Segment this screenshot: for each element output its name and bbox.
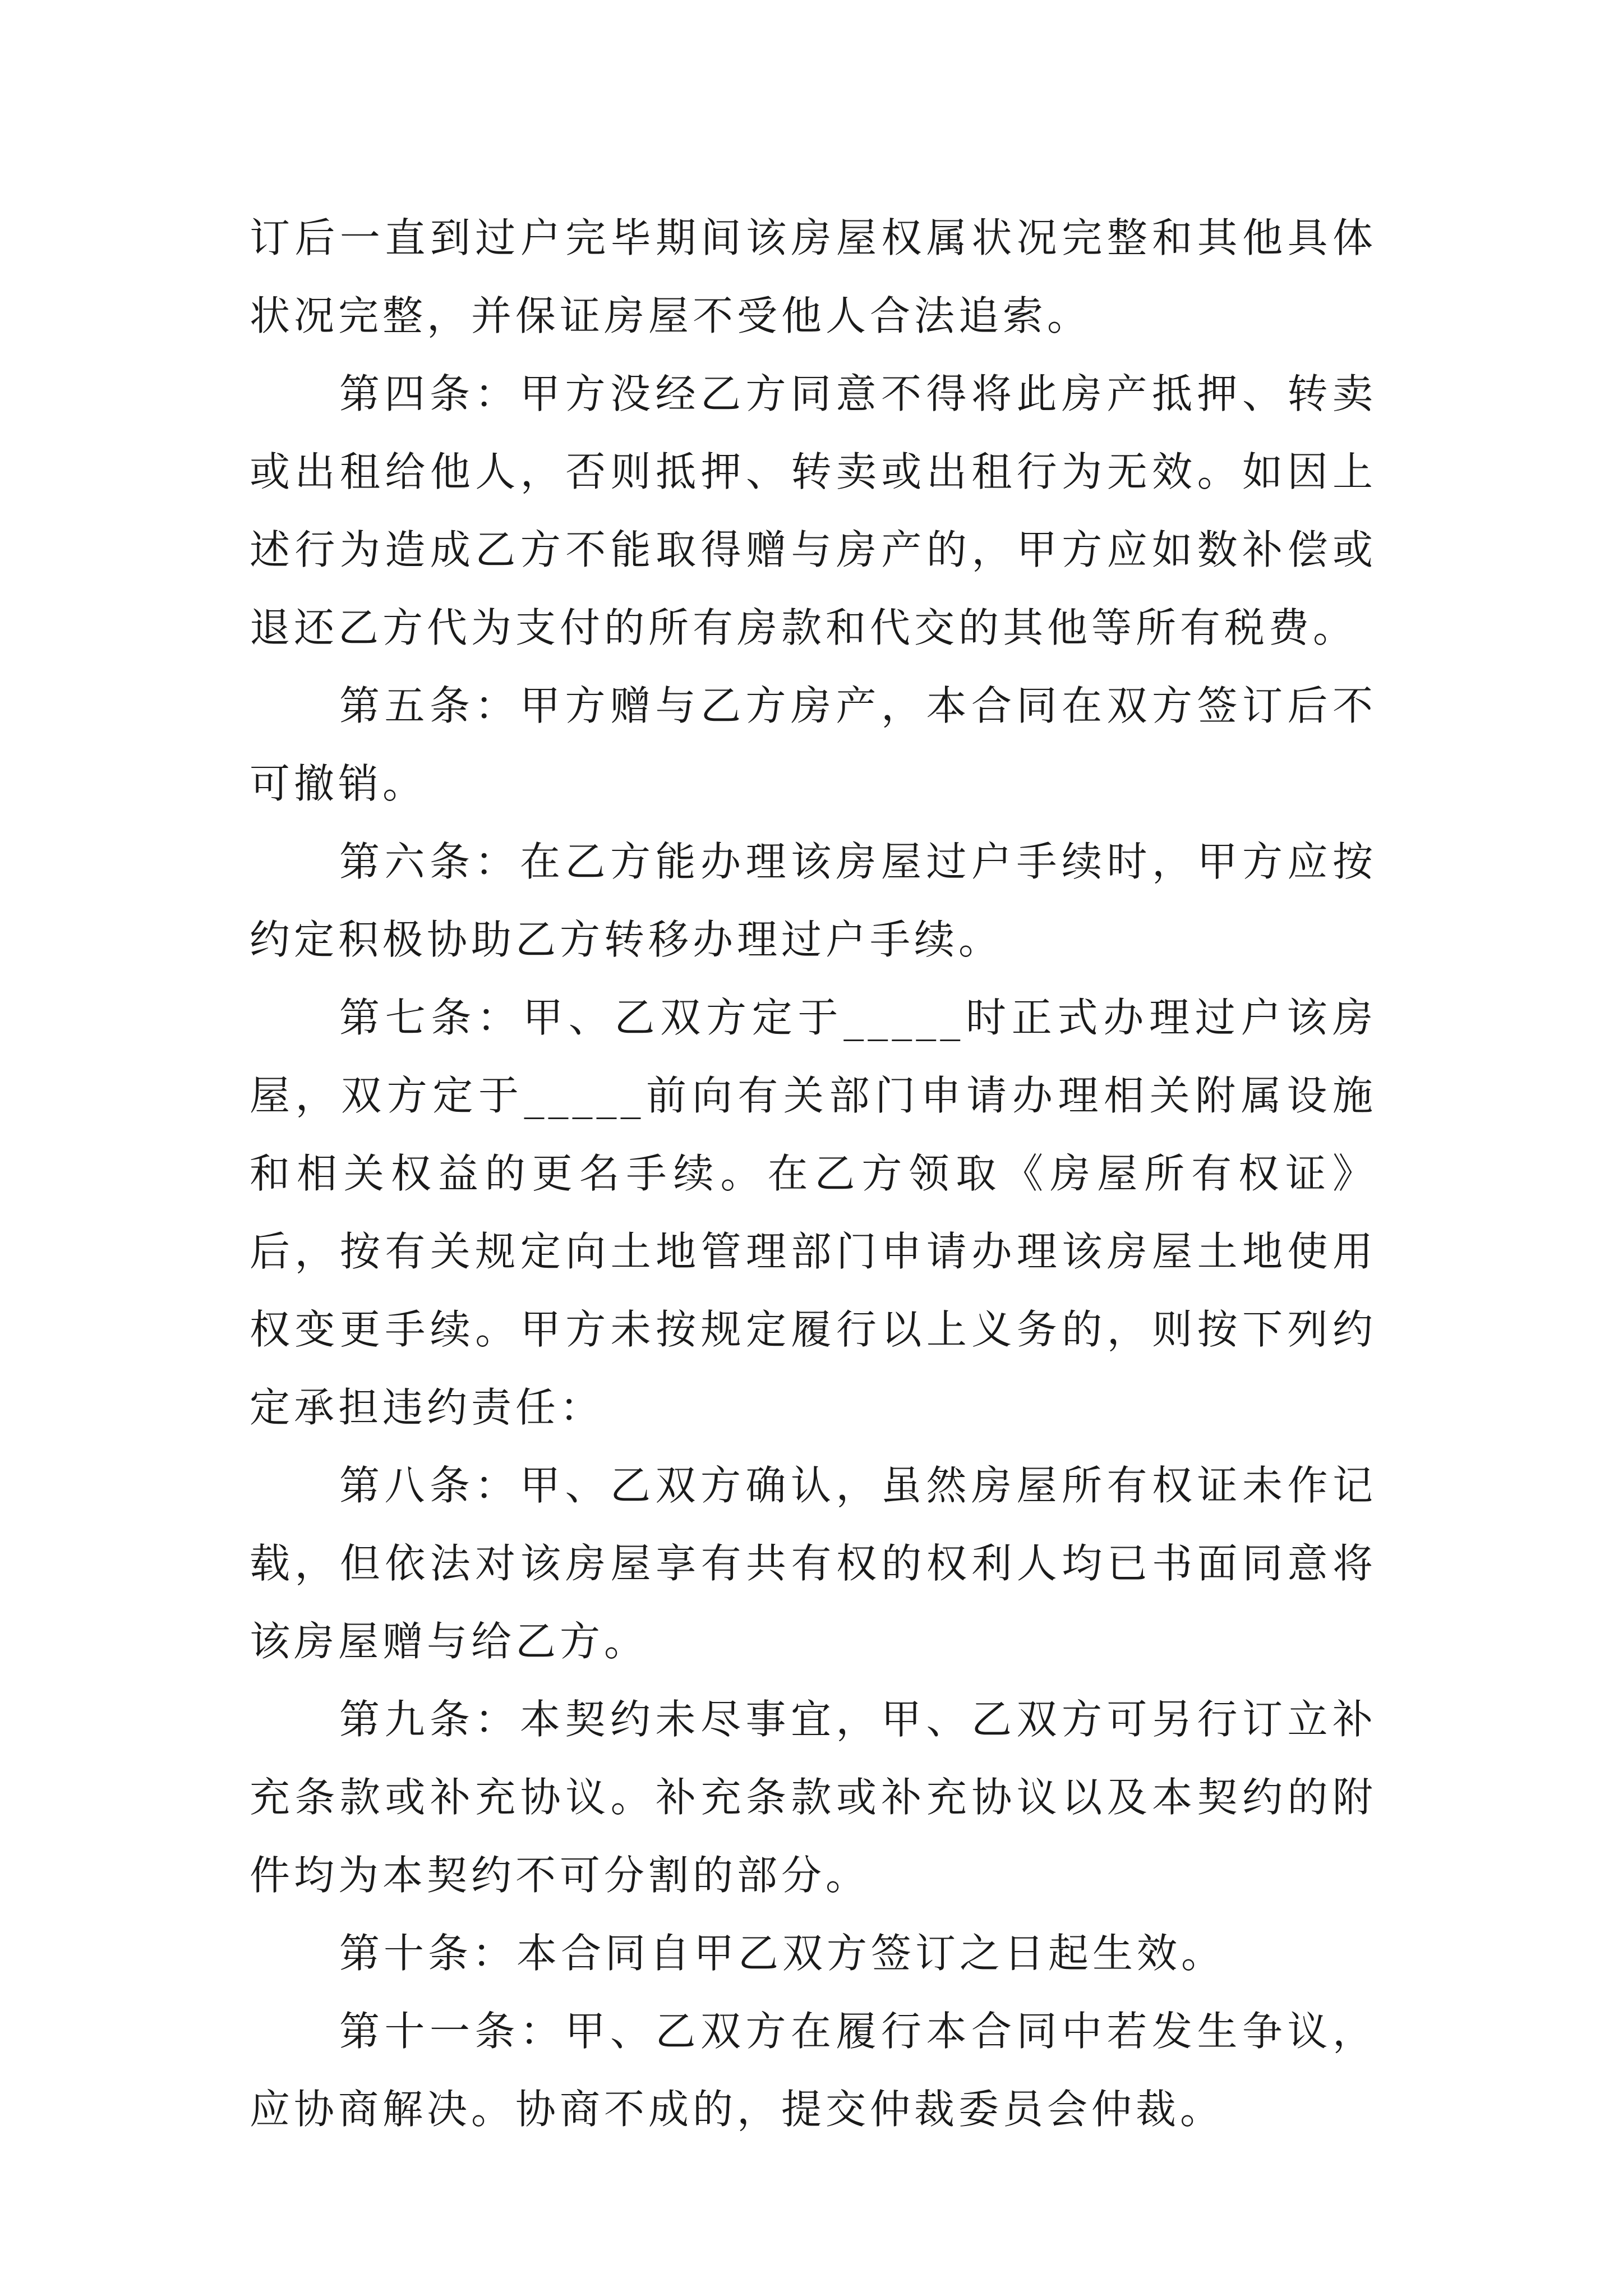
article-6-paragraph: 第六条：在乙方能办理该房屋过户手续时，甲方应按约定积极协助乙方转移办理过户手续。 [250,838,1377,963]
paragraph-continued: 订后一直到过户完毕期间该房屋权属状况完整和其他具体状况完整，并保证房屋不受他人合法追索。 [250,214,1377,339]
article-8-paragraph: 第八条：甲、乙双方确认，虽然房屋所有权证未作记载，但依法对该房屋享有共有权的权利人均已书面同意将该房屋赠与给乙方。 [250,1462,1377,1665]
article-10-paragraph: 第十条：本合同自甲乙双方签订之日起生效。 [339,1930,1226,1977]
article-9-paragraph: 第九条：本契约未尽事宜，甲、乙双方可另行订立补充条款或补充协议。补充条款或补充协议以及本契约的附件均为本契约不可分割的部分。 [250,1696,1377,1899]
document-body [250,199,1377,2148]
article-4-paragraph: 第四条：甲方没经乙方同意不得将此房产抵押、转卖或出租给他人，否则抵押、转卖或出租行为无效。如因上述行为造成乙方不能取得赠与房产的，甲方应如数补偿或退还乙方代为支付的所有房款和代交的其他等所有税费。 [250,370,1377,651]
article-5-paragraph: 第五条：甲方赠与乙方房产，本合同在双方签订后不可撤销。 [250,682,1377,807]
article-7-paragraph: 第七条：甲、乙双方定于_____时正式办理过户该房屋，双方定于_____前向有关部门申请办理相关附属设施和相关权益的更名手续。在乙方领取《房屋所有权证》后，按有关规定向土地管理部门申请办理该房屋土地使用权变更手续。甲方未按规定履行以上义务的，则按下列约定承担违约责任： [250,994,1377,1431]
article-11-paragraph: 第十一条：甲、乙双方在履行本合同中若发生争议，应协商解决。协商不成的，提交仲裁委员会仲裁。 [250,2008,1377,2133]
